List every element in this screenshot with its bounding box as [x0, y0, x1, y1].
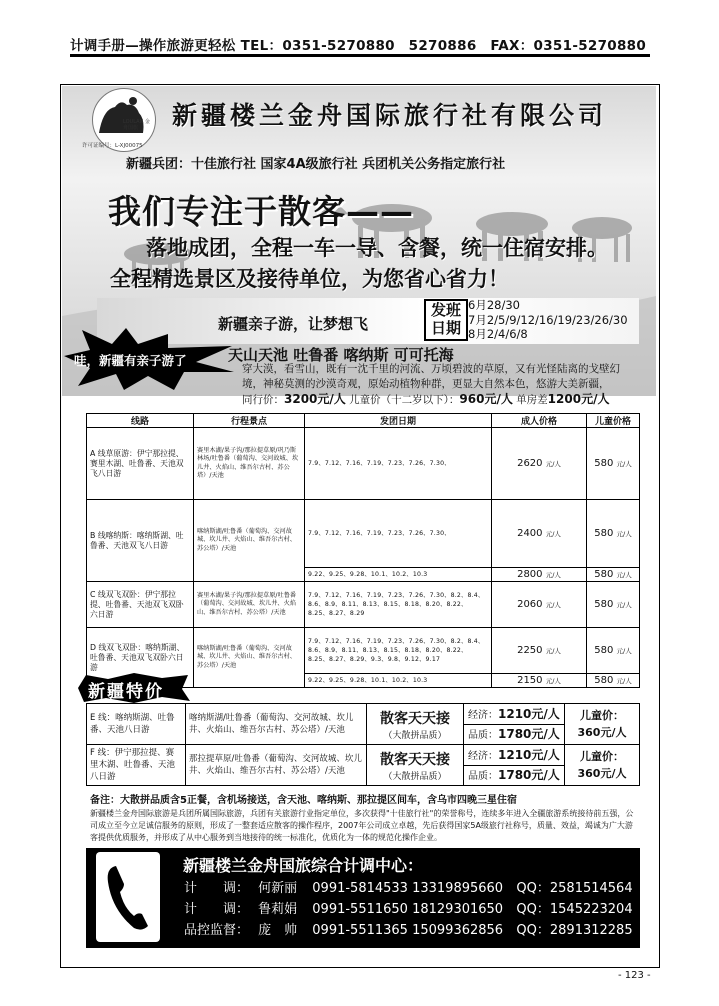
logo-text: LOULAN 金舟国旅 [123, 119, 150, 131]
price-unit: 元/人 [616, 677, 632, 685]
quality-value: 1780元/人 [498, 767, 560, 782]
contact-qq: QQ：1545223204 [516, 902, 633, 917]
dates-cell: 7.9、7.12、7.16、7.19、7.23、7.26、7.30、 [305, 500, 492, 568]
child-label: 儿童价（十二岁以下）： [349, 394, 460, 406]
price-unit: 元/人 [616, 601, 632, 609]
license-number: 许可证编号：L-XJ00075 [82, 143, 143, 149]
dates-cell: 9.22、9.25、9.28、10.1、10.2、10.3 [305, 674, 492, 688]
phone-icon-box [96, 852, 160, 942]
route-cell: F 线：伊宁那拉提、赛里木湖、吐鲁番、天池八日游 [87, 745, 186, 786]
price-unit: 元/人 [616, 571, 632, 579]
headline: 我们专注于散客—— [108, 192, 414, 231]
economy-price [464, 746, 564, 765]
price-unit: 元/人 [545, 647, 561, 655]
spots-cell: 那拉提草原/吐鲁番（葡萄沟、交河故城、坎儿井、火焰山、维吾尔古村、苏公塔）/天池 [186, 745, 367, 786]
slogan-line-1: 落地成团，全程一车一导、含餐，统一住宿安排。 [146, 236, 608, 260]
table-row [87, 745, 640, 786]
tag-sub: （大散拼品质） [383, 730, 447, 741]
company-credentials: 新疆兵团：十佳旅行社 国家4A级旅行社 兵团机关公务指定旅行社 [126, 157, 506, 172]
price-unit: 元/人 [616, 647, 632, 655]
price-value: 2060 [517, 599, 543, 610]
price-value: 580 [594, 645, 614, 656]
contact-name: 庞 帅 [258, 923, 298, 938]
price-options-cell [464, 745, 565, 786]
adult-price-cell [492, 500, 587, 568]
adult-price-cell [492, 428, 587, 500]
promo-pricing [242, 390, 609, 407]
col-header: 成人价格 [492, 414, 587, 428]
table-row [87, 428, 640, 500]
col-header: 线路 [87, 414, 194, 428]
contact-qq: QQ：2891312285 [516, 923, 633, 938]
contact-role: 计 调： [184, 881, 250, 896]
table-row [87, 704, 640, 745]
economy-label: 经济： [468, 709, 498, 721]
kid-value: 360元/人 [577, 726, 627, 739]
slogan-line-2: 全程精选景区及接待单位，为您省心省力！ [110, 267, 509, 291]
route-title: 天山天池 吐鲁番 喀纳斯 可可托海 [228, 346, 454, 364]
single-room-label: 单房差 [516, 394, 548, 406]
dates-cell: 7.9、7.12、7.16、7.19、7.23、7.26、7.30、 [305, 428, 492, 500]
economy-value: 1210元/人 [498, 747, 560, 762]
route-cell: C 线双飞双卧：伊宁那拉提、吐鲁番、天池双飞双卧六日游 [87, 582, 194, 628]
spots-cell: 喀纳斯湖/吐鲁番（葡萄沟、交河故城、坎儿井、火焰山、维吾尔古村、苏公塔）/天池 [194, 500, 305, 582]
starburst-text: 哇，新疆有亲子游了 [74, 353, 187, 368]
child-price-cell [587, 628, 640, 674]
economy-price [464, 705, 564, 724]
date-line: 7月2/5/9/12/16/19/23/26/30 [468, 312, 628, 327]
special-title: 新疆特价 [88, 682, 164, 702]
daily-departure-cell [367, 745, 464, 786]
price-unit: 元/人 [545, 601, 561, 609]
table-row [87, 500, 640, 568]
adult-price: 3200元/人 [284, 392, 346, 406]
tag-sub: （大散拼品质） [383, 771, 447, 782]
adult-price-cell [492, 628, 587, 674]
price-unit: 元/人 [545, 530, 561, 538]
spots-cell: 赛里木湖/果子沟/那拉提草原/巩乃斯林场/吐鲁番（葡萄沟、交河故城、坎儿井、火焰山、维吾尔古村、苏公塔）/天池 [194, 428, 305, 500]
page-header: 计调手册—操作旅游更轻松 TEL：0351-5270880 5270886 FAX：0351-5270880 [70, 34, 650, 57]
route-cell: D 线双飞双卧：喀纳斯湖、吐鲁番、天池双飞双卧六日游 [87, 628, 194, 688]
contact-row [184, 877, 633, 896]
adult-price-cell [492, 568, 587, 582]
dates-cell: 7.9、7.12、7.16、7.19、7.23、7.26、7.30、8.2、8.4、8.6、8.9、8.11、8.13、8.15、8.18、8.20、8.22、8.25、8.27、8.29 [305, 582, 492, 628]
child-price-cell [587, 582, 640, 628]
contact-qq: QQ：2581514564 [516, 881, 633, 896]
quality-label: 品质： [468, 729, 498, 741]
single-room-price: 1200元/人 [547, 392, 610, 406]
price-value: 2620 [517, 458, 543, 469]
child-price-cell [587, 500, 640, 568]
contact-title: 新疆楼兰金舟国旅综合计调中心： [183, 856, 424, 875]
kid-price-cell [565, 745, 640, 786]
contact-role: 计 调： [184, 902, 250, 917]
route-cell: A 线草原游：伊宁那拉提、赛里木湖、吐鲁番、天池双飞八日游 [87, 428, 194, 500]
adult-price-cell [492, 582, 587, 628]
company-name: 新疆楼兰金舟国际旅行社有限公司 [172, 101, 608, 130]
date-line: 8月2/4/6/8 [468, 327, 528, 341]
kid-price-cell [565, 704, 640, 745]
company-intro: 新疆楼兰金舟国际旅游是兵团所属国际旅游，兵团有关旅游行业指定单位，多次获得"十佳旅行社"的荣誉称号，连续多年进入全疆旅游系统接待前五强，公司成立至今立足诚信服务的原则，形成了一整套适应散客的操作程序，2007年公司成立卓越，先后获得国家5A级旅行社称号，质量、效益，竭诚为广大游客提供优质服务，并形成了从中心服务到当地接待的统一标准化，优质化为一体的规范化操作企业。 [90, 809, 634, 842]
contact-name: 鲁莉娟 [258, 902, 298, 917]
contact-phones: 0991-5814533 13319895660 [312, 881, 504, 896]
quality-value: 1780元/人 [498, 726, 560, 741]
adult-price-cell [492, 674, 587, 688]
route-description: 穿大漠，看雪山，既有一沈千里的河流、万顷碧波的草原，又有光怪陆离的戈壁幻境，神秘莫测的沙漠奇观，原始动植物种群，更显大自然本色，悠游大美新疆， [242, 363, 620, 390]
remarks: 备注：大散拼品质含5正餐，含机场接送，含天池、喀纳斯、那拉提区间车，含乌市四晚三星住宿 [90, 795, 517, 806]
price-unit: 元/人 [545, 460, 561, 468]
economy-label: 经济： [468, 750, 498, 762]
price-unit: 元/人 [545, 677, 561, 685]
price-value: 580 [594, 569, 614, 580]
child-price-cell [587, 674, 640, 688]
price-unit: 元/人 [616, 530, 632, 538]
child-price-cell [587, 428, 640, 500]
price-value: 2150 [517, 675, 543, 686]
contact-phones: 0991-5511650 18129301650 [312, 902, 504, 917]
price-value: 580 [594, 528, 614, 539]
tag-label: 散客天天接 [380, 751, 450, 768]
price-value: 580 [594, 599, 614, 610]
quality-price [464, 724, 564, 744]
price-value: 2250 [517, 645, 543, 656]
pricing-prefix: 同行价： [242, 394, 284, 406]
promo-slogan: 新疆亲子游，让梦想飞 [218, 315, 369, 333]
price-unit: 元/人 [616, 460, 632, 468]
child-price: 960元/人 [459, 392, 513, 406]
price-value: 580 [594, 675, 614, 686]
date-line: 6月28/30 [468, 298, 520, 312]
dates-cell: 9.22、9.25、9.28、10.1、10.2、10.3 [305, 568, 492, 582]
table-row [87, 582, 640, 628]
contact-name: 何新丽 [258, 881, 298, 896]
price-value: 580 [594, 458, 614, 469]
contact-role: 品控监督： [184, 923, 250, 938]
price-value: 2400 [517, 528, 543, 539]
kid-value: 360元/人 [577, 767, 627, 780]
contact-phones: 0991-5511365 15099362856 [312, 923, 504, 938]
spots-cell: 喀纳斯湖/吐鲁番（葡萄沟、交河故城、坎儿井、火焰山、维吾尔古村、苏公塔）/天池 [194, 628, 305, 688]
economy-value: 1210元/人 [498, 706, 560, 721]
col-header: 儿童价格 [587, 414, 640, 428]
quality-label: 品质： [468, 770, 498, 782]
tag-label: 散客天天接 [380, 710, 450, 727]
col-header: 行程景点 [194, 414, 305, 428]
departure-dates [468, 298, 628, 342]
contact-row [184, 919, 633, 938]
col-header: 发团日期 [305, 414, 492, 428]
page-number: - 123 - [618, 970, 651, 981]
table-row [87, 628, 640, 674]
itinerary-table [86, 413, 640, 688]
child-price-cell [587, 568, 640, 582]
phone-icon [96, 852, 160, 942]
dates-cell: 7.9、7.12、7.16、7.19、7.23、7.26、7.30、8.2、8.4、8.6、8.9、8.11、8.13、8.15、8.18、8.20、8.22、8.25、8.27、8.29、9.3、9.8、9.12、9.17 [305, 628, 492, 674]
price-unit: 元/人 [545, 571, 561, 579]
daily-departure-cell [367, 704, 464, 745]
route-cell: E 线：喀纳斯湖、吐鲁番、天池八日游 [87, 704, 186, 745]
kid-label: 儿童价： [580, 709, 624, 722]
special-price-table [86, 703, 640, 786]
spots-cell: 赛里木湖/果子沟/那拉提草原/吐鲁番（葡萄沟、交河故城、坎儿井、火焰山、维吾尔古村、苏公塔）/天池 [194, 582, 305, 628]
kid-label: 儿童价： [580, 750, 624, 763]
quality-price [464, 765, 564, 785]
spots-cell: 喀纳斯湖/吐鲁番（葡萄沟、交河故城、坎儿井、火焰山、维吾尔古村、苏公塔）/天池 [186, 704, 367, 745]
price-value: 2800 [517, 569, 543, 580]
table-header-row [87, 414, 640, 428]
contact-row [184, 898, 633, 917]
route-cell: B 线喀纳斯：喀纳斯湖、吐鲁番、天池双飞八日游 [87, 500, 194, 582]
price-options-cell [464, 704, 565, 745]
departure-badge: 发班日期 [424, 299, 468, 341]
